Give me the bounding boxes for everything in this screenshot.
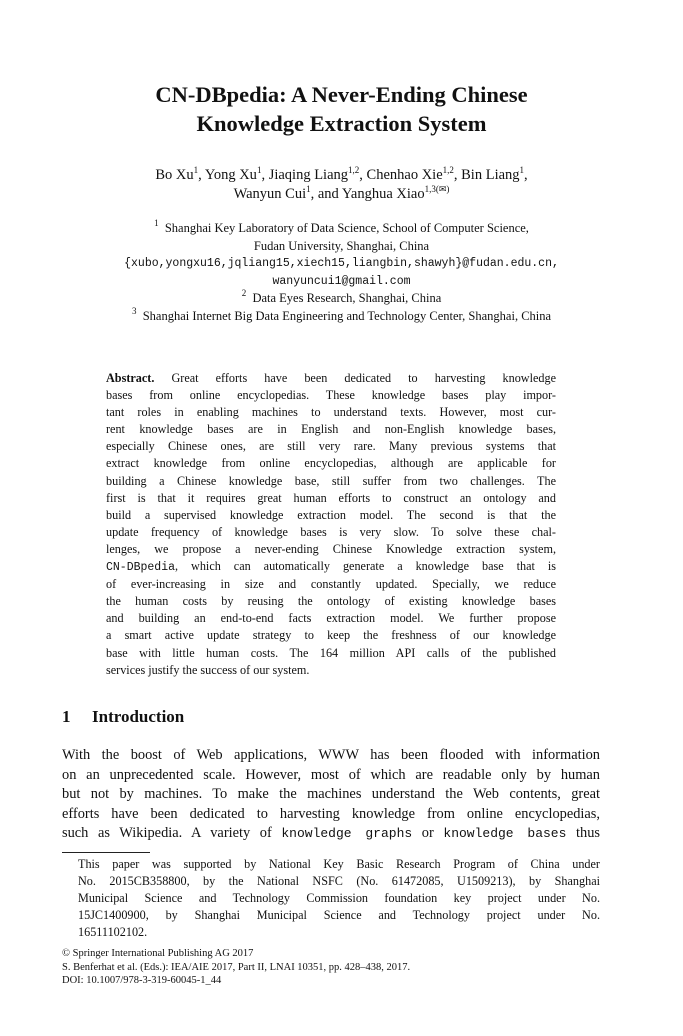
abstract-line — [106, 370, 556, 387]
corresponding-author-sup: 1,3(✉) — [424, 184, 450, 194]
publication-info — [62, 947, 622, 988]
footnote-rule — [62, 852, 150, 853]
abstract-line: extract knowledge from online encyclopedias, although are applicable for — [106, 456, 556, 471]
email-list: {xubo,yongxu16,jqliang15,xiech15,liangbin,shawyh}@fudan.edu.cn, — [124, 257, 559, 270]
abstract-text: Great efforts have been dedicated to harvesting knowledge — [154, 371, 556, 385]
affiliation-3 — [0, 305, 683, 326]
term-knowledge-bases: knowledge bases — [443, 826, 567, 841]
abstract-line: a smart active update strategy to keep the freshness of our knowledge — [106, 628, 556, 643]
abstract-line: lenges, we propose a never-ending Chinese Knowledge extraction system, — [106, 541, 556, 556]
abstract-line: building a Chinese knowledge base, still suffer from two challenges. The — [106, 473, 556, 488]
affil-text: Shanghai Internet Big Data Engineering and Technology Center, Shanghai, China — [142, 308, 552, 323]
body-line — [62, 824, 600, 844]
citation-line: S. Benferhat et al. (Eds.): IEA/AIE 2017, Part II, LNAI 10351, pp. 428–438, 2017. — [62, 961, 411, 973]
author: Chenhao Xie — [366, 167, 443, 183]
abstract — [106, 370, 556, 679]
affil-num: 3 — [131, 305, 137, 316]
term-knowledge-graphs: knowledge graphs — [281, 826, 413, 841]
abstract-line: first is that it requires great human efforts to construct an ontology and — [106, 490, 556, 505]
copyright-line: © Springer International Publishing AG 2017 — [62, 948, 254, 959]
footnote-line: 16511102102. — [78, 925, 148, 940]
footnote-line: 15JC1400900, by Shanghai Municipal Science and Technology project under No. — [78, 908, 600, 923]
author-sep: , — [198, 167, 205, 183]
author-affil-sup: 1,2 — [442, 165, 454, 175]
body-text: thus — [566, 825, 600, 841]
affiliation-1 — [0, 220, 683, 238]
doi-line: DOI: 10.1007/978-3-319-60045-1_44 — [62, 975, 222, 986]
affiliation-1-line-2: Fudan University, Shanghai, China — [253, 238, 430, 253]
title-line-2: Knowledge Extraction System — [196, 111, 487, 136]
author-sep: , — [359, 167, 367, 183]
author: Yong Xu — [204, 167, 257, 183]
abstract-line: build a supervised knowledge extraction model. The second is that the — [106, 507, 556, 522]
body-text: such as Wikipedia. A variety of — [62, 825, 282, 841]
affil-text: Data Eyes Research, Shanghai, China — [252, 291, 442, 305]
email-list-2: wanyuncui1@gmail.com — [272, 274, 411, 288]
abstract-text: which can automatically generate a knowledge base that is — [191, 559, 556, 574]
abstract-line: base with little human costs. The 164 million API calls of the published — [106, 645, 556, 660]
abstract-line: CN-DBpedia, which can automatically generate a knowledge base that is — [106, 559, 556, 575]
author-affil-sup: 1,2 — [348, 165, 360, 175]
author: Bo Xu — [155, 167, 194, 183]
footnote-line: No. 2015CB358800, by the National NSFC (No. 61472085, U1509213), by Shanghai — [78, 874, 600, 889]
intro-paragraph — [62, 746, 600, 844]
abstract-line: the human costs by reusing the ontology of existing knowledge bases — [106, 594, 556, 609]
system-name: CN-DBpedia — [106, 561, 176, 575]
paper-title — [0, 80, 683, 138]
body-line: on an unprecedented scale. However, most of which are readable only by human — [62, 766, 600, 783]
author-line-2 — [0, 185, 683, 204]
author-line-1 — [0, 166, 683, 185]
author-affil-sup: 1 — [519, 165, 525, 175]
affil-num: 2 — [241, 288, 247, 298]
section-number: 1 — [62, 707, 71, 726]
abstract-line: and building an end-to-end facts extraction model. We further propose — [106, 611, 556, 626]
author-affil-sup: 1 — [193, 165, 199, 175]
body-line: but not by machines. To make the machines understand the Web contents, great — [62, 786, 600, 802]
author-affil-sup: 1 — [256, 165, 262, 175]
author: Wanyun Cui — [233, 186, 307, 202]
abstract-line: rent knowledge bases are in English and non-English knowledge bases, — [106, 422, 556, 437]
affil-text: Shanghai Key Laboratory of Data Science, School of Computer Science, — [164, 221, 529, 235]
author: Bin Liang — [461, 167, 520, 183]
author-sep: , — [261, 167, 269, 183]
abstract-line: update frequency of knowledge bases is very slow. To solve these chal- — [106, 524, 556, 539]
section-title: Introduction — [92, 707, 185, 726]
title-line-1: CN-DBpedia: A Never-Ending Chinese — [155, 82, 528, 107]
abstract-label: Abstract. — [106, 371, 155, 385]
author-affil-sup: 1 — [306, 184, 311, 194]
affiliations — [0, 220, 683, 325]
body-text: or — [412, 825, 444, 841]
abstract-line: bases from online encyclopedias. These knowledge bases play impor- — [106, 388, 556, 403]
abstract-line: tant roles in enabling machines to understand texts. However, most cur- — [106, 405, 556, 420]
author: Jiaqing Liang — [268, 167, 349, 183]
body-line: With the boost of Web applications, WWW has been flooded with information — [62, 747, 600, 763]
abstract-line: of ever-increasing in size and constantly updated. Specially, we reduce — [106, 577, 556, 592]
footnote-line: This paper was supported by National Key Basic Research Program of China under — [78, 857, 600, 871]
footnote-line: Municipal Science and Technology Commission foundation key project under No. — [78, 891, 600, 906]
affil-num: 1 — [154, 218, 159, 228]
author-sep: , — [524, 167, 528, 183]
funding-footnote — [78, 856, 600, 941]
author-list — [0, 166, 683, 204]
section-heading — [62, 707, 184, 727]
affiliation-2 — [0, 290, 683, 308]
body-line: efforts have been dedicated to harvesting knowledge from online encyclopedias, — [62, 805, 600, 822]
abstract-line: services justify the success of our system. — [106, 662, 310, 677]
abstract-line: especially Chinese ones, are still very rare. Many previous systems that — [106, 439, 556, 454]
author: , and Yanghua Xiao — [310, 186, 425, 202]
author-sep: , — [453, 167, 462, 183]
